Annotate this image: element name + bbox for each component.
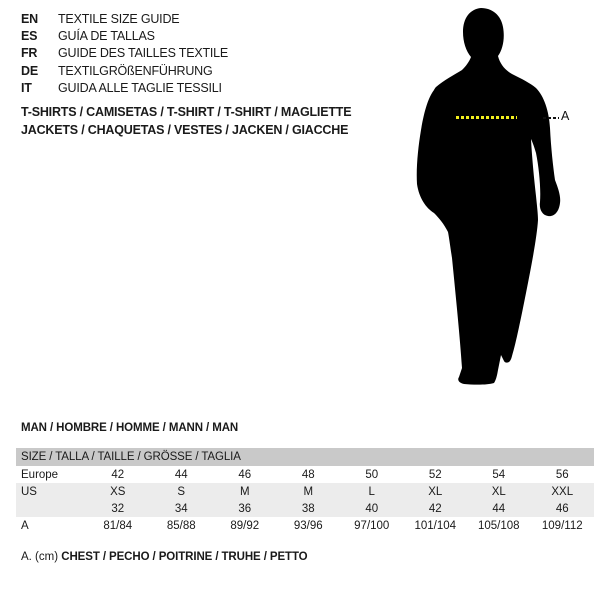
table-cell: 56 xyxy=(555,468,569,481)
table-cell: 38 xyxy=(301,502,315,515)
language-label: TEXTILGRÖßENFÜHRUNG xyxy=(58,63,213,78)
row-label: A xyxy=(21,519,29,532)
language-label: TEXTILE SIZE GUIDE xyxy=(58,11,180,26)
table-cell: XL xyxy=(428,485,443,498)
table-cell: 42 xyxy=(428,502,442,515)
table-cell: 93/96 xyxy=(293,519,323,532)
language-row-it xyxy=(21,79,228,96)
table-cell: 52 xyxy=(428,468,442,481)
table-cell: 46 xyxy=(555,502,569,515)
table-cell: 97/100 xyxy=(354,519,390,532)
product-line-jackets: JACKETS / CHAQUETAS / VESTES / JACKEN / GIACCHE xyxy=(21,123,349,137)
table-cell: XXL xyxy=(551,485,574,498)
measure-label-a: A xyxy=(561,109,570,123)
size-table xyxy=(16,448,594,534)
table-cell: 32 xyxy=(111,502,125,515)
table-cell: 105/108 xyxy=(477,519,520,532)
footnote-text: CHEST / PECHO / POITRINE / TRUHE / PETTO xyxy=(61,551,308,563)
language-code: IT xyxy=(21,80,32,95)
table-cell: 81/84 xyxy=(103,519,133,532)
language-row-fr xyxy=(21,45,228,62)
table-cell: 101/104 xyxy=(414,519,457,532)
table-cell: 48 xyxy=(301,468,315,481)
language-row-en xyxy=(21,10,228,27)
row-label: Europe xyxy=(21,468,59,481)
language-code: EN xyxy=(21,11,38,26)
language-row-de xyxy=(21,62,228,79)
table-cell: M xyxy=(303,485,314,498)
table-row-europe xyxy=(16,466,594,483)
section-title-man: MAN / HOMBRE / HOMME / MANN / MAN xyxy=(21,422,239,434)
language-code: ES xyxy=(21,28,38,43)
footnote-prefix: A. (cm) xyxy=(21,551,59,563)
table-cell: 44 xyxy=(492,502,506,515)
table-cell: 46 xyxy=(238,468,252,481)
footnote-chest xyxy=(21,551,308,563)
product-line-tshirts: T-SHIRTS / CAMISETAS / T-SHIRT / T-SHIRT / MAGLIETTE xyxy=(21,105,352,119)
man-silhouette-svg xyxy=(408,8,568,392)
table-cell: S xyxy=(177,485,186,498)
table-row-us-letters xyxy=(16,483,594,500)
table-row-chest-a xyxy=(16,517,594,534)
language-label: GUÍA DE TALLAS xyxy=(58,28,155,43)
chest-measure-dashes-yellow xyxy=(456,116,517,119)
row-label: US xyxy=(21,485,37,498)
table-cell: XL xyxy=(491,485,506,498)
table-cell: L xyxy=(368,485,375,498)
table-cell: 50 xyxy=(365,468,379,481)
table-cell: 54 xyxy=(492,468,506,481)
table-cell: M xyxy=(239,485,250,498)
product-categories xyxy=(21,103,351,139)
language-label: GUIDA ALLE TAGLIE TESSILI xyxy=(58,80,222,95)
table-cell: 44 xyxy=(174,468,188,481)
language-list xyxy=(21,10,228,96)
language-row-es xyxy=(21,27,228,44)
table-cell: 36 xyxy=(238,502,252,515)
table-cell: 89/92 xyxy=(230,519,260,532)
table-cell: 85/88 xyxy=(166,519,196,532)
man-silhouette xyxy=(408,8,568,392)
language-code: DE xyxy=(21,63,38,78)
table-cell: 40 xyxy=(365,502,379,515)
table-cell: 34 xyxy=(174,502,188,515)
size-table-header: SIZE / TALLA / TAILLE / GRÖSSE / TAGLIA xyxy=(16,448,594,466)
language-code: FR xyxy=(21,46,38,61)
table-cell: XS xyxy=(110,485,126,498)
language-label: GUIDE DES TAILLES TEXTILE xyxy=(58,46,229,61)
table-cell: 109/112 xyxy=(541,519,583,532)
table-row-us-numbers xyxy=(16,500,594,517)
table-cell: 42 xyxy=(111,468,125,481)
chest-measure-dashes-black xyxy=(543,117,559,119)
